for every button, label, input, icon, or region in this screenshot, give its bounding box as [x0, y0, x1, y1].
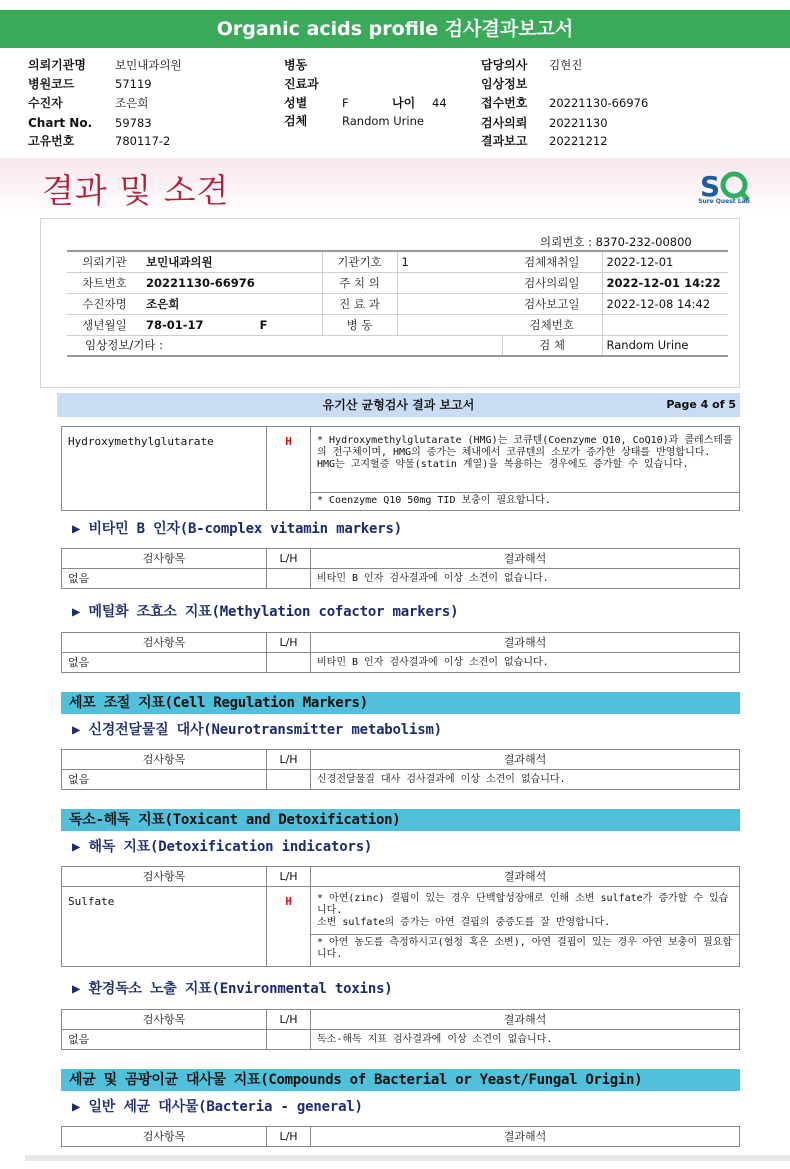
vitamin-b-table [61, 548, 740, 589]
label: 검사의뢰일 [502, 272, 602, 293]
test-item: Sulfate [62, 887, 267, 967]
value: 1 [397, 251, 502, 272]
table-row [67, 314, 728, 335]
test-item: 없음 [62, 1030, 267, 1050]
patient-info-table [67, 250, 728, 357]
table-header [62, 1010, 740, 1030]
value [602, 314, 728, 335]
birth-date: 78-01-17 [146, 317, 204, 332]
meta-value: 조은희 [115, 96, 149, 110]
report-header-bar [0, 10, 790, 48]
table-row [67, 272, 728, 293]
value: 20221130-66976 [142, 272, 322, 293]
interpretation: * Hydroxymethylglutarate (HMG)는 코큐텐(Coenzyme Q10, CoQ10)과 콜레스테롤의 전구체이며, HMG의 증가는 체내에서 코큐텐의 소모가 증가한 상태를 반영합니다. HMG는 고지혈증 약물(statin 계열)을 복용하는 경우에도 증가할 수 있습니다. [311, 427, 740, 493]
neurotransmitter-title: ▶ 신경전달물질 대사(Neurotransmitter metabolism) [72, 722, 442, 738]
meta-value: Random Urine [342, 114, 424, 128]
detox-title: ▶ 해독 지표(Detoxification indicators) [72, 839, 373, 855]
value [142, 314, 322, 335]
value: 보민내과의원 [142, 251, 322, 272]
interpretation-line: * 아연(zinc) 결핍이 있는 경우 단백합성장애로 인해 소변 sulfate가 증가할 수 있습니다. [317, 893, 729, 916]
test-item: 없음 [62, 569, 267, 589]
meta-label: 성별 [284, 96, 308, 110]
environmental-title: ▶ 환경독소 노출 지표(Environmental toxins) [72, 981, 393, 997]
table-row [67, 293, 728, 314]
bacteria-table [61, 1126, 740, 1147]
detox-table [61, 866, 740, 967]
value [397, 314, 502, 335]
label: 검사보고일 [502, 293, 602, 314]
test-item: 없음 [62, 653, 267, 673]
recommendation: * 아연 농도를 측정하시고(혈청 혹은 소변), 아연 결핍이 있는 경우 아연 보충이 필요합니다. [311, 935, 740, 967]
label: 수진자명 [67, 293, 142, 314]
meta-value: 20221212 [549, 134, 608, 148]
interpretation [311, 887, 740, 935]
meta-label: 병원코드 [28, 77, 75, 91]
interpretation: 신경전달물질 대사 검사결과에 이상 소견이 없습니다. [311, 770, 740, 790]
label: 검체번호 [502, 314, 602, 335]
test-item: Hydroxymethylglutarate [62, 427, 267, 511]
table-row [62, 569, 740, 589]
col-item: 검사항목 [62, 1127, 267, 1147]
value [397, 293, 502, 314]
vitamin-b-title: ▶ 비타민 B 인자(B-complex vitamin markers) [72, 521, 402, 537]
meta-label: 의뢰기관명 [28, 58, 86, 72]
table-row [67, 251, 728, 272]
col-interp: 결과해석 [311, 1127, 740, 1147]
table-header [62, 867, 740, 887]
recommendation: * Coenzyme Q10 50mg TID 보충이 필요합니다. [311, 493, 740, 511]
environmental-table [61, 1009, 740, 1050]
meta-label: 수진자 [28, 96, 63, 110]
meta-value: 20221130 [549, 116, 608, 130]
report-section-header [57, 393, 740, 417]
col-interp: 결과해석 [311, 750, 740, 770]
value: 2022-12-01 14:22 [602, 272, 728, 293]
flag [267, 569, 311, 589]
page-indicator: Page 4 of 5 [666, 398, 736, 411]
flag [267, 653, 311, 673]
sex: F [259, 317, 268, 332]
col-lh: L/H [267, 1010, 311, 1030]
col-item: 검사항목 [62, 633, 267, 653]
table-row [62, 427, 740, 493]
svg-text:S: S [700, 170, 721, 203]
col-lh: L/H [267, 633, 311, 653]
label: 생년월일 [67, 314, 142, 335]
meta-label: 결과보고 [481, 134, 528, 148]
meta-value: 44 [432, 96, 447, 110]
table-row [62, 770, 740, 790]
col-item: 검사항목 [62, 549, 267, 569]
meta-label: 나이 [392, 96, 416, 110]
meta-label: 검체 [284, 114, 308, 128]
methylation-table [61, 632, 740, 673]
col-item: 검사항목 [62, 750, 267, 770]
col-lh: L/H [267, 1127, 311, 1147]
meta-label: 임상정보 [481, 77, 528, 91]
hmg-result-table [61, 426, 740, 511]
col-lh: L/H [267, 549, 311, 569]
value: 2022-12-01 [602, 251, 728, 272]
meta-label: 진료과 [284, 77, 319, 91]
report-header-title: Organic acids profile 검사결과보고서 [216, 18, 574, 40]
value: Random Urine [602, 335, 728, 356]
col-lh: L/H [267, 867, 311, 887]
label: 의뢰기관 [67, 251, 142, 272]
table-row [62, 653, 740, 673]
table-row [62, 1030, 740, 1050]
meta-value: 59783 [115, 116, 152, 130]
flag [267, 770, 311, 790]
value: 2022-12-08 14:42 [602, 293, 728, 314]
flag [267, 1030, 311, 1050]
toxicant-bar: 독소-해독 지표(Toxicant and Detoxification) [61, 809, 740, 831]
col-item: 검사항목 [62, 1010, 267, 1030]
interpretation: 비타민 B 인자 검사결과에 이상 소견이 없습니다. [311, 653, 740, 673]
meta-value: 780117-2 [115, 134, 171, 148]
meta-label: 검사의뢰 [481, 116, 528, 130]
table-header [62, 1127, 740, 1147]
col-lh: L/H [267, 750, 311, 770]
neurotransmitter-table [61, 749, 740, 790]
col-interp: 결과해석 [311, 549, 740, 569]
meta-value: 57119 [115, 77, 152, 91]
bacteria-title: ▶ 일반 세균 대사물(Bacteria - general) [72, 1099, 363, 1115]
test-item: 없음 [62, 770, 267, 790]
cell-regulation-bar: 세포 조절 지표(Cell Regulation Markers) [61, 692, 740, 714]
meta-label: 병동 [284, 58, 308, 72]
value [397, 272, 502, 293]
label: 차트번호 [67, 272, 142, 293]
col-item: 검사항목 [62, 867, 267, 887]
table-header [62, 549, 740, 569]
table-header [62, 750, 740, 770]
flag-high: H [267, 887, 311, 967]
table-row [62, 887, 740, 935]
col-interp: 결과해석 [311, 633, 740, 653]
label: 임상정보/기타 : [67, 335, 502, 356]
label: 검 체 [502, 335, 602, 356]
flag-high: H [267, 427, 311, 511]
label: 진 료 과 [322, 293, 397, 314]
interpretation: 독소-해독 지표 검사결과에 이상 소견이 없습니다. [311, 1030, 740, 1050]
page-bottom-divider [25, 1155, 790, 1161]
value: 조은희 [142, 293, 322, 314]
label: 병 동 [322, 314, 397, 335]
label: 검체채취일 [502, 251, 602, 272]
report-title: 유기산 균형검사 결과 보고서 [322, 398, 475, 412]
meta-value: 보민내과의원 [115, 58, 182, 72]
meta-value: 20221130-66976 [549, 96, 649, 110]
logo-text: Sure Quest Lab [698, 198, 750, 205]
table-row [67, 335, 728, 356]
interpretation: 비타민 B 인자 검사결과에 이상 소견이 없습니다. [311, 569, 740, 589]
results-banner-title: 결과 및 소견 [42, 171, 230, 210]
meta-label: Chart No. [28, 116, 93, 130]
meta-value: 김현진 [549, 58, 583, 72]
request-number: 의뢰번호 : 8370-232-00800 [540, 235, 692, 249]
col-interp: 결과해석 [311, 867, 740, 887]
meta-label: 접수번호 [481, 96, 528, 110]
methylation-title: ▶ 메틸화 조효소 지표(Methylation cofactor markers) [72, 604, 459, 620]
table-header [62, 633, 740, 653]
col-interp: 결과해석 [311, 1010, 740, 1030]
label: 기관기호 [322, 251, 397, 272]
meta-label: 고유번호 [28, 134, 75, 148]
meta-value: F [342, 96, 349, 110]
label: 주 치 의 [322, 272, 397, 293]
bacterial-bar: 세균 및 곰팡이균 대사물 지표(Compounds of Bacterial or Yeast/Fungal Origin) [61, 1069, 740, 1091]
meta-label: 담당의사 [481, 58, 528, 72]
interpretation-line: 소변 sulfate의 증가는 아연 결핍의 중증도를 잘 반영합니다. [317, 917, 611, 928]
